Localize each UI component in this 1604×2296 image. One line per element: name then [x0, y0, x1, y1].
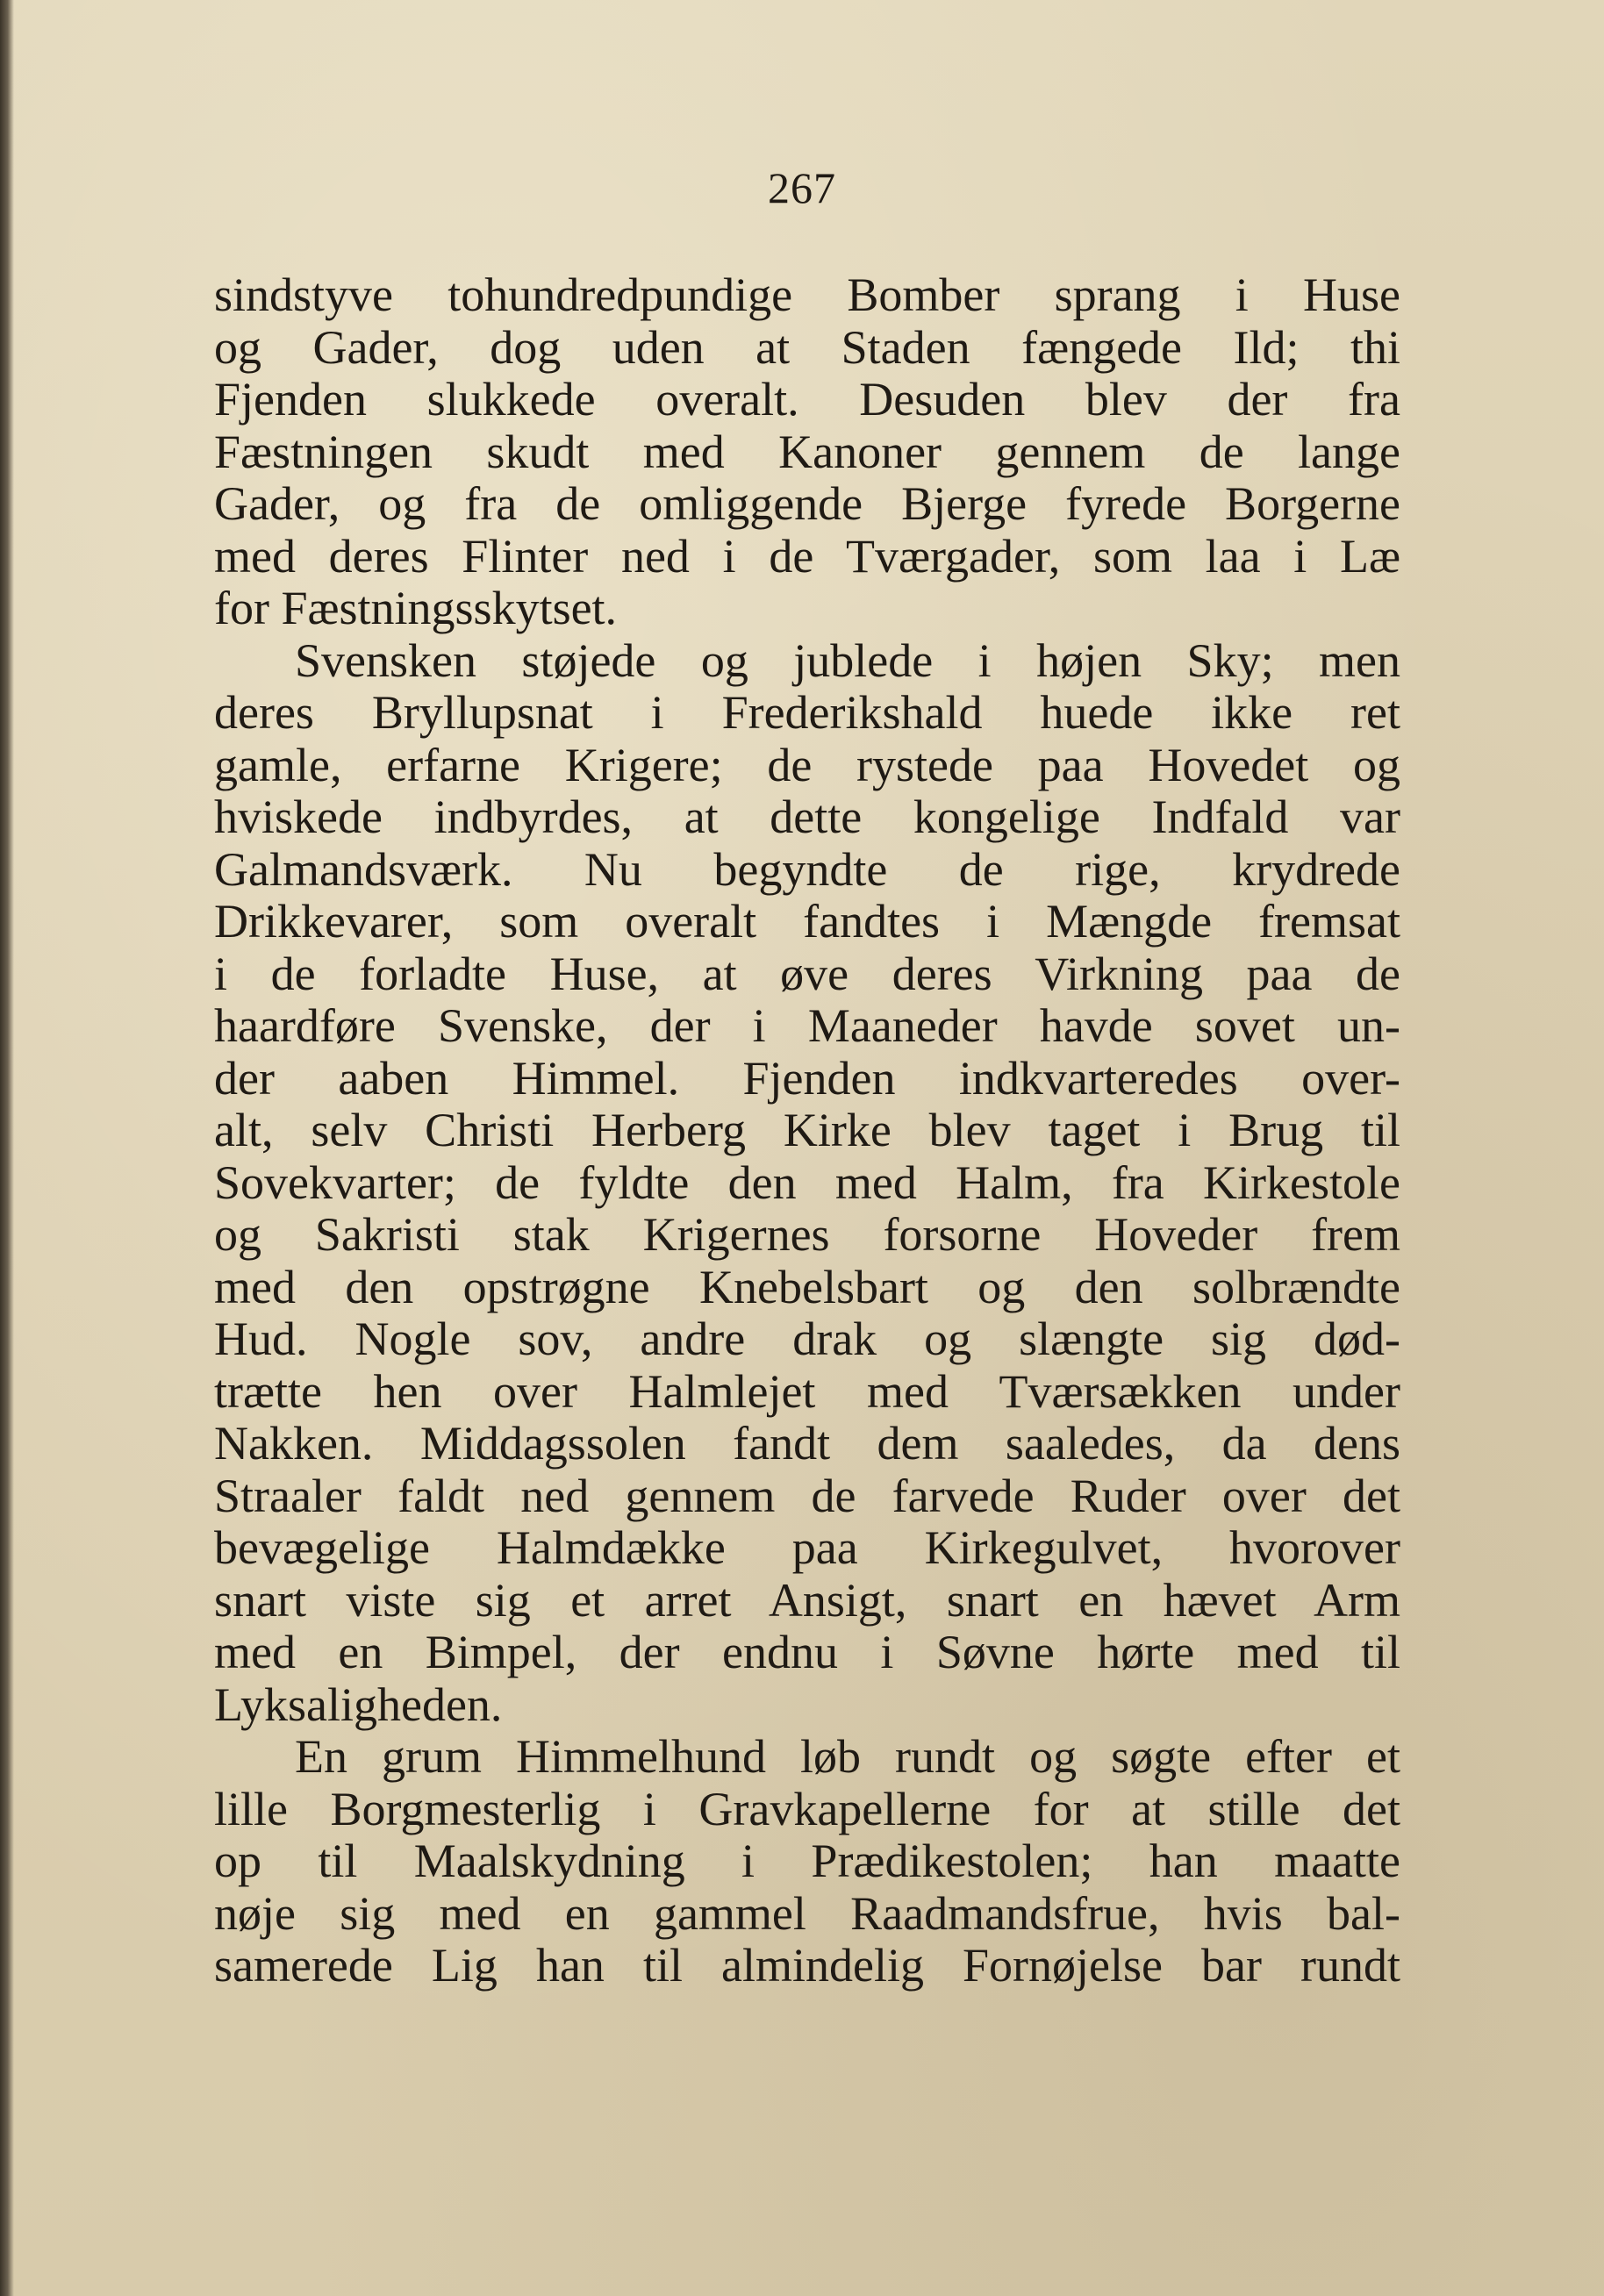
text-line: snart viste sig et arret Ansigt, snart en hævet Arm	[214, 1573, 1400, 1627]
text-line: Svensken støjede og jublede i højen Sky; men	[295, 633, 1400, 687]
text-line: haardføre Svenske, der i Maaneder havde sovet un-	[214, 999, 1400, 1052]
text-line: hviskede indbyrdes, at dette kongelige Indfald var	[214, 790, 1400, 843]
text-line: nøje sig med en gammel Raadmandsfrue, hvis bal-	[214, 1886, 1400, 1940]
text-line: Galmandsværk. Nu begyndte de rige, krydrede	[214, 842, 1400, 896]
text-line: En grum Himmelhund løb rundt og søgte efter et	[295, 1730, 1400, 1783]
body-text	[214, 269, 1400, 1992]
text-line: Lyksaligheden.	[214, 1677, 503, 1731]
text-line: med den opstrøgne Knebelsbart og den solbrændte	[214, 1260, 1400, 1313]
text-line: for Fæstningsskytset.	[214, 582, 618, 634]
text-line: Sovekvarter; de fyldte den med Halm, fra Kirkestole	[214, 1155, 1400, 1209]
text-line: Gader, og fra de omliggende Bjerge fyrede Borgerne	[214, 477, 1400, 530]
text-line: der aaben Himmel. Fjenden indkvarteredes over-	[214, 1051, 1400, 1105]
text-line: samerede Lig han til almindelig Fornøjelse bar rundt	[214, 1939, 1400, 1992]
binding-edge	[0, 0, 14, 2296]
text-line: gamle, erfarne Krigere; de rystede paa Hovedet og	[214, 738, 1400, 791]
text-line: Drikkevarer, som overalt fandtes i Mængde fremsat	[214, 895, 1400, 948]
text-line: Fæstningen skudt med Kanoner gennem de lange	[214, 425, 1400, 478]
text-line: bevægelige Halmdække paa Kirkegulvet, hvorover	[214, 1521, 1400, 1574]
text-line: med deres Flinter ned i de Tværgader, som laa i Læ	[214, 529, 1400, 583]
text-line: Fjenden slukkede overalt. Desuden blev der fra	[214, 373, 1400, 426]
text-line: trætte hen over Halmlejet med Tværsækken under	[214, 1364, 1400, 1418]
text-line: alt, selv Christi Herberg Kirke blev taget i Brug til	[214, 1104, 1400, 1156]
text-line: Hud. Nogle sov, andre drak og slængte sig død-	[214, 1313, 1400, 1365]
text-line: Straaler faldt ned gennem de farvede Ruder over det	[214, 1469, 1400, 1522]
text-line: og Gader, dog uden at Staden fængede Ild; thi	[214, 320, 1400, 374]
text-line: i de forladte Huse, at øve deres Virkning paa de	[214, 947, 1400, 1000]
text-line: med en Bimpel, der endnu i Søvne hørte med til	[214, 1626, 1400, 1678]
text-line: sindstyve tohundredpundige Bomber sprang i Huse	[214, 268, 1400, 321]
text-line: Nakken. Middagssolen fandt dem saaledes, da dens	[214, 1417, 1400, 1470]
text-line: op til Maalskydning i Prædikestolen; han maatte	[214, 1835, 1400, 1887]
text-line: og Sakristi stak Krigernes forsorne Hoveder frem	[214, 1208, 1400, 1261]
page-number: 267	[768, 163, 836, 212]
text-line: lille Borgmesterlig i Gravkapellerne for at stille det	[214, 1782, 1400, 1835]
text-line: deres Bryllupsnat i Frederikshald huede ikke ret	[214, 686, 1400, 739]
